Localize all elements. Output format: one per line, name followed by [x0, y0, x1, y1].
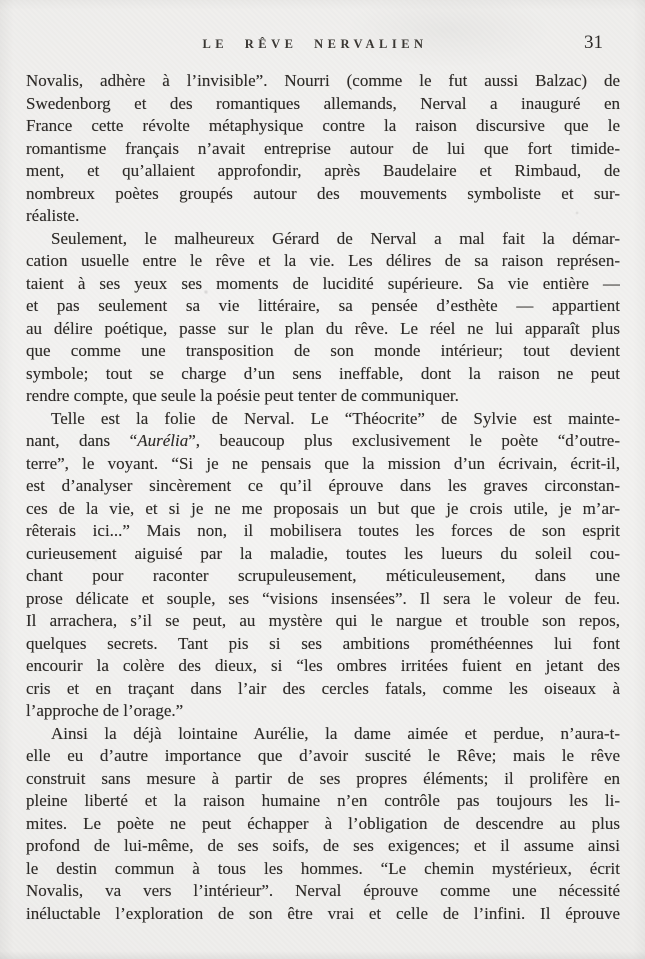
text-line: Telle est la folie de Nerval. Le “Théocrite” de Sylvie est mainte- — [51, 408, 620, 428]
text-line: rendre compte, que seule la poésie peut tenter de communiquer. — [26, 386, 459, 405]
text-line: elle eu d’autre importance que d’avoir suscité le Rêve; mais le rêve — [26, 746, 620, 765]
text-line: Ainsi la déjà lointaine Aurélie, la dame aimée et perdue, n’aura-t- — [51, 723, 620, 743]
text-line: nant, dans “Aurélia”, beaucoup plus exclusivement le poète “d’outre- — [26, 431, 620, 450]
text-line: pleine liberté et la raison humaine n’en contrôle pas toujours les li- — [26, 791, 620, 810]
text-line: inéluctable l’exploration de son être vrai et celle de l’infini. Il éprouve — [26, 903, 620, 923]
text-line: encourir la colère des dieux, si “les ombres irritées fuient en jetant des — [26, 656, 620, 675]
text-line: construit sans mesure à partir de ses propres éléments; il prolifère en — [26, 768, 620, 788]
text-line: Novalis, va vers l’intérieur”. Nerval éprouve comme une nécessité — [26, 881, 620, 900]
text-line: Novalis, adhère à l’invisible”. Nourri (comme le fut aussi Balzac) de — [26, 71, 620, 90]
text-line: symbole; tout se charge d’un sens ineffable, dont la raison ne peut — [26, 363, 620, 383]
text-line: prose délicate et souple, ses “visions insensées”. Il sera le voleur de feu. — [26, 588, 620, 608]
text-line: profond de lui-même, de ses soifs, de ses exigences; et il assume ainsi — [26, 836, 620, 855]
text-line: au délire poétique, passe sur le plan du rêve. Le réel ne lui apparaît plus — [26, 318, 620, 338]
text-line: Swedenborg et des romantiques allemands, Nerval a inauguré en — [26, 93, 620, 113]
text-line: chant pour raconter scrupuleusement, méticuleusement, dans une — [26, 566, 620, 585]
text-line: romantisme français n’avait entreprise autour de lui que fort timide- — [26, 138, 620, 158]
text-line: France cette révolte métaphysique contre la raison discursive que le — [26, 116, 620, 135]
page-number: 31 — [584, 32, 603, 53]
text-line: rêterais ici...” Mais non, il mobilisera toutes les forces de son esprit — [26, 521, 620, 540]
text-line: ces de la vie, et si je ne me proposais un but que je crois utile, je m’ar- — [26, 498, 620, 518]
text-line: est d’analyser sincèrement ce qu’il éprouve dans les graves circonstan- — [26, 476, 620, 495]
text-line: l’approche de l’orage.” — [26, 701, 184, 720]
text-line: Il arrachera, s’il se peut, au mystère qui le nargue et trouble son repos, — [26, 611, 620, 630]
text-line: terre”, le voyant. “Si je ne pensais que la mission d’un écrivain, écrit-il, — [26, 453, 620, 473]
text-line: cris et en traçant dans l’air des cercles fatals, comme les oiseaux à — [26, 678, 620, 698]
text-line: et pas seulement sa vie littéraire, sa pensée d’esthète — appartient — [26, 296, 620, 315]
text-line: mites. Le poète ne peut échapper à l’obligation de descendre au plus — [26, 813, 620, 833]
text-line: curieusement aiguisé par la maladie, toutes les lueurs du soleil cou- — [26, 543, 620, 563]
text-block — [26, 70, 620, 925]
text-line: quelques secrets. Tant pis si ses ambitions prométhéennes lui font — [26, 633, 620, 653]
text-line: Seulement, le malheureux Gérard de Nerval a mal fait la démar- — [51, 228, 620, 248]
text-line: taient à ses yeux ses moments de lucidité supérieure. Sa vie entière — — [26, 273, 620, 293]
text-line: réaliste. — [26, 206, 80, 225]
text-line: que comme une transposition de son monde intérieur; tout devient — [26, 341, 620, 360]
text-line: cation usuelle entre le rêve et la vie. Les délires de sa raison représen- — [26, 251, 620, 270]
running-head: LE RÊVE NERVALIEN — [202, 37, 428, 51]
text-line: ment, et qu’allaient approfondir, après Baudelaire et Rimbaud, de — [26, 161, 620, 180]
text-line: le destin commun à tous les hommes. “Le chemin mystérieux, écrit — [26, 858, 620, 878]
text-line: nombreux poètes groupés autour des mouvements symboliste et sur- — [26, 183, 620, 203]
